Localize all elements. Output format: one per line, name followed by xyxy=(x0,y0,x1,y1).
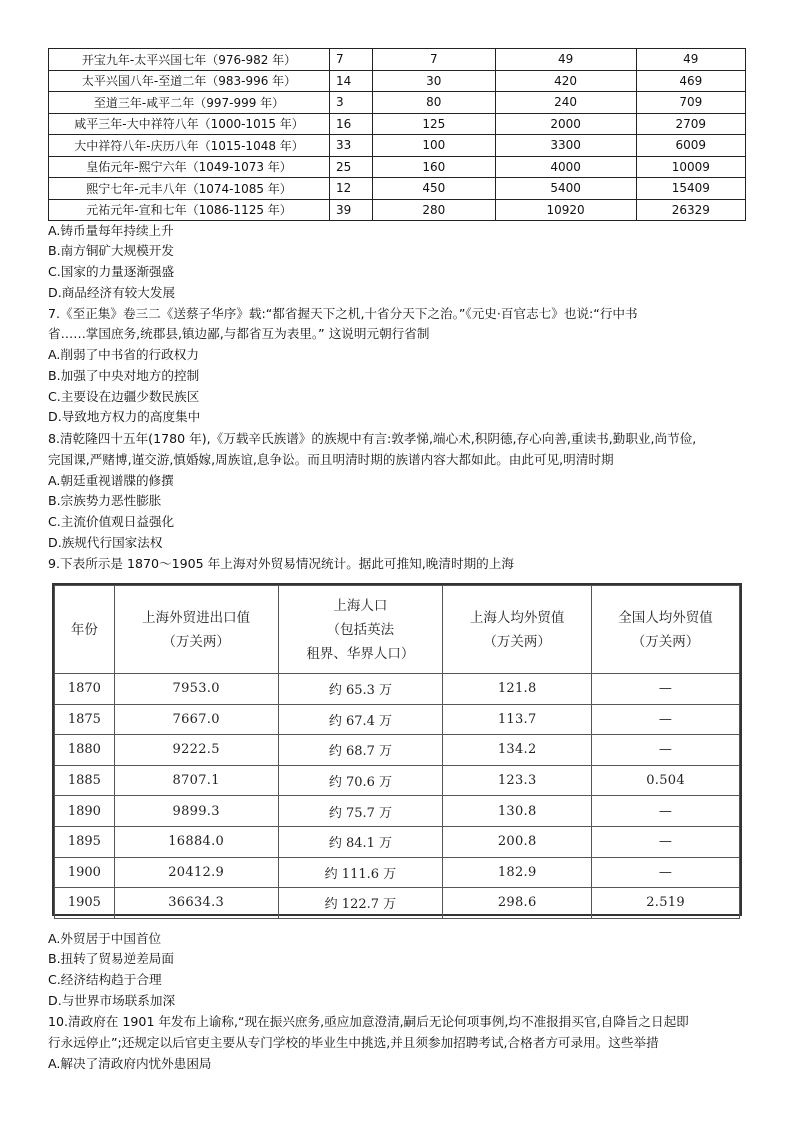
q8-stem-line1: 8.清乾隆四十五年(1780 年),《万载辛氏族谱》的族规中有言:敦孝悌,端心术,积阴德,存心向善,重读书,勤职业,尚节俭, xyxy=(48,431,697,446)
table-row xyxy=(55,765,740,796)
q7-stem-line1: 7.《至正集》卷三二《送蔡子华序》载:“都省握天下之机,十省分天下之治。”《元史·百官志七》也说:“行中书 xyxy=(48,306,638,321)
table-cell: 7953.0 xyxy=(114,674,278,705)
table-cell: 0.504 xyxy=(592,765,740,796)
table-cell: 开宝九年-太平兴国七年（976-982 年） xyxy=(49,49,330,71)
table-cell: 182.9 xyxy=(443,857,592,888)
table-cell: 元祐元年-宣和七年（1086-1125 年） xyxy=(49,199,330,221)
table-cell: 9222.5 xyxy=(114,735,278,766)
table-cell: 1895 xyxy=(55,826,115,857)
table-cell: 7 xyxy=(330,49,373,71)
table-cell: 咸平三年-大中祥符八年（1000-1015 年） xyxy=(49,113,330,135)
table-cell: 298.6 xyxy=(443,888,592,919)
table-cell: 1880 xyxy=(55,735,115,766)
table-cell: 2.519 xyxy=(592,888,740,919)
table-cell: 8707.1 xyxy=(114,765,278,796)
table-cell: 约 84.1 万 xyxy=(278,826,443,857)
q10-option-a: A.解决了清政府内忧外患困局 xyxy=(48,1056,212,1071)
table-row xyxy=(49,178,746,200)
table-cell: — xyxy=(592,826,740,857)
table-cell: 469 xyxy=(636,70,745,92)
table-cell: 25 xyxy=(330,156,373,178)
table-cell: 113.7 xyxy=(443,704,592,735)
table-cell: 约 70.6 万 xyxy=(278,765,443,796)
q8-stem-line2: 完国课,严赌博,谨交游,慎婚嫁,周族谊,息争讼。而且明清时期的族谱内容大都如此。由此可见,明清时期 xyxy=(48,452,614,467)
q6-option-c: C.国家的力量逐渐强盛 xyxy=(48,264,175,279)
table-cell: 10009 xyxy=(636,156,745,178)
table-row xyxy=(49,156,746,178)
table-cell: 7 xyxy=(372,49,495,71)
table-cell: 130.8 xyxy=(443,796,592,827)
table-cell: 约 68.7 万 xyxy=(278,735,443,766)
table-cell: 1905 xyxy=(55,888,115,919)
table-cell: 9899.3 xyxy=(114,796,278,827)
q10-stem-line2: 行永远停止”;还规定以后官吏主要从专门学校的毕业生中挑选,并且须参加招聘考试,合格者方可录用。这些举措 xyxy=(48,1035,659,1050)
q8-option-c: C.主流价值观日益强化 xyxy=(48,514,175,529)
header-per-capita-shanghai: 上海人均外贸值 （万关两） xyxy=(443,586,592,674)
q7-option-b: B.加强了中央对地方的控制 xyxy=(48,368,200,383)
q9-option-b: B.扭转了贸易逆差局面 xyxy=(48,951,174,966)
q6-option-a: A.铸币量每年持续上升 xyxy=(48,223,174,238)
table-row xyxy=(55,888,740,919)
table-cell: 1875 xyxy=(55,704,115,735)
table-cell: 约 67.4 万 xyxy=(278,704,443,735)
table-cell: 49 xyxy=(636,49,745,71)
table-cell: 420 xyxy=(495,70,636,92)
table-cell: 709 xyxy=(636,92,745,114)
table-cell: 450 xyxy=(372,178,495,200)
table-cell: 1870 xyxy=(55,674,115,705)
table-cell: 160 xyxy=(372,156,495,178)
q9-stem: 9.下表所示是 1870～1905 年上海对外贸易情况统计。据此可推知,晚清时期的上海 xyxy=(48,556,514,571)
table-cell: 皇佑元年-熙宁六年（1049-1073 年） xyxy=(49,156,330,178)
table-cell: — xyxy=(592,857,740,888)
table-cell: 100 xyxy=(372,135,495,157)
table-cell: 约 65.3 万 xyxy=(278,674,443,705)
table-cell: 3 xyxy=(330,92,373,114)
table-cell: 2000 xyxy=(495,113,636,135)
header-per-capita-national: 全国人均外贸值 （万关两） xyxy=(592,586,740,674)
q9-option-d: D.与世界市场联系加深 xyxy=(48,993,176,1008)
table-cell: 1890 xyxy=(55,796,115,827)
table-cell: 1885 xyxy=(55,765,115,796)
coinage-table xyxy=(48,48,746,221)
q10-stem-line1: 10.清政府在 1901 年发布上谕称,“现在振兴庶务,亟应加意澄清,嗣后无论何项事例,均不准报捐买官,自降旨之日起即 xyxy=(48,1014,689,1029)
table-cell: 39 xyxy=(330,199,373,221)
table-cell: 16 xyxy=(330,113,373,135)
table-row xyxy=(55,796,740,827)
q8-option-a: A.朝廷重视谱牒的修撰 xyxy=(48,473,174,488)
table-cell: 6009 xyxy=(636,135,745,157)
table-cell: 4000 xyxy=(495,156,636,178)
table-row xyxy=(49,135,746,157)
table-cell: 33 xyxy=(330,135,373,157)
table-cell: 约 111.6 万 xyxy=(278,857,443,888)
table-cell: 134.2 xyxy=(443,735,592,766)
table-cell: 123.3 xyxy=(443,765,592,796)
table-row xyxy=(49,92,746,114)
q8-option-d: D.族规代行国家法权 xyxy=(48,535,163,550)
table-cell: 240 xyxy=(495,92,636,114)
q7-option-c: C.主要设在边疆少数民族区 xyxy=(48,389,200,404)
header-trade-value: 上海外贸进出口值 （万关两） xyxy=(114,586,278,674)
table-cell: 280 xyxy=(372,199,495,221)
table-header-row xyxy=(55,586,740,674)
table-cell: 125 xyxy=(372,113,495,135)
table-cell: — xyxy=(592,674,740,705)
table-cell: 14 xyxy=(330,70,373,92)
table-cell: 太平兴国八年-至道二年（983-996 年） xyxy=(49,70,330,92)
table-cell: 1900 xyxy=(55,857,115,888)
table-cell: 熙宁七年-元丰八年（1074-1085 年） xyxy=(49,178,330,200)
table-row xyxy=(49,70,746,92)
table-row xyxy=(55,704,740,735)
table-cell: 12 xyxy=(330,178,373,200)
table-cell: 121.8 xyxy=(443,674,592,705)
table-row xyxy=(49,113,746,135)
q6-option-d: D.商品经济有较大发展 xyxy=(48,285,176,300)
table-cell: 3300 xyxy=(495,135,636,157)
table-cell: 7667.0 xyxy=(114,704,278,735)
header-year: 年份 xyxy=(55,586,115,674)
q7-option-a: A.削弱了中书省的行政权力 xyxy=(48,347,199,362)
table-row xyxy=(49,49,746,71)
table-cell: 49 xyxy=(495,49,636,71)
table-cell: 2709 xyxy=(636,113,745,135)
table-cell: — xyxy=(592,735,740,766)
q8-option-b: B.宗族势力恶性膨胀 xyxy=(48,493,162,508)
table-cell: 20412.9 xyxy=(114,857,278,888)
table-row xyxy=(55,735,740,766)
q9-option-c: C.经济结构趋于合理 xyxy=(48,972,162,987)
table-cell: 200.8 xyxy=(443,826,592,857)
table-cell: 至道三年-咸平二年（997-999 年） xyxy=(49,92,330,114)
q7-stem-line2: 省……掌国庶务,统郡县,镇边鄙,与都省互为表里。” 这说明元朝行省制 xyxy=(48,326,430,341)
table-cell: 30 xyxy=(372,70,495,92)
q7-option-d: D.导致地方权力的高度集中 xyxy=(48,409,201,424)
table-row xyxy=(55,674,740,705)
table-cell: 15409 xyxy=(636,178,745,200)
q9-option-a: A.外贸居于中国首位 xyxy=(48,931,162,946)
table-cell: 10920 xyxy=(495,199,636,221)
table-cell: 大中祥符八年-庆历八年（1015-1048 年） xyxy=(49,135,330,157)
table-cell: 16884.0 xyxy=(114,826,278,857)
table-row xyxy=(55,826,740,857)
table-cell: 26329 xyxy=(636,199,745,221)
table-cell: 5400 xyxy=(495,178,636,200)
table-cell: — xyxy=(592,704,740,735)
table-cell: — xyxy=(592,796,740,827)
table-row xyxy=(49,199,746,221)
table-row xyxy=(55,857,740,888)
table-cell: 36634.3 xyxy=(114,888,278,919)
shanghai-trade-table xyxy=(52,583,742,916)
header-population: 上海人口 （包括英法 租界、华界人口） xyxy=(278,586,443,674)
table-cell: 80 xyxy=(372,92,495,114)
q6-option-b: B.南方铜矿大规模开发 xyxy=(48,243,174,258)
table-cell: 约 122.7 万 xyxy=(278,888,443,919)
table-cell: 约 75.7 万 xyxy=(278,796,443,827)
